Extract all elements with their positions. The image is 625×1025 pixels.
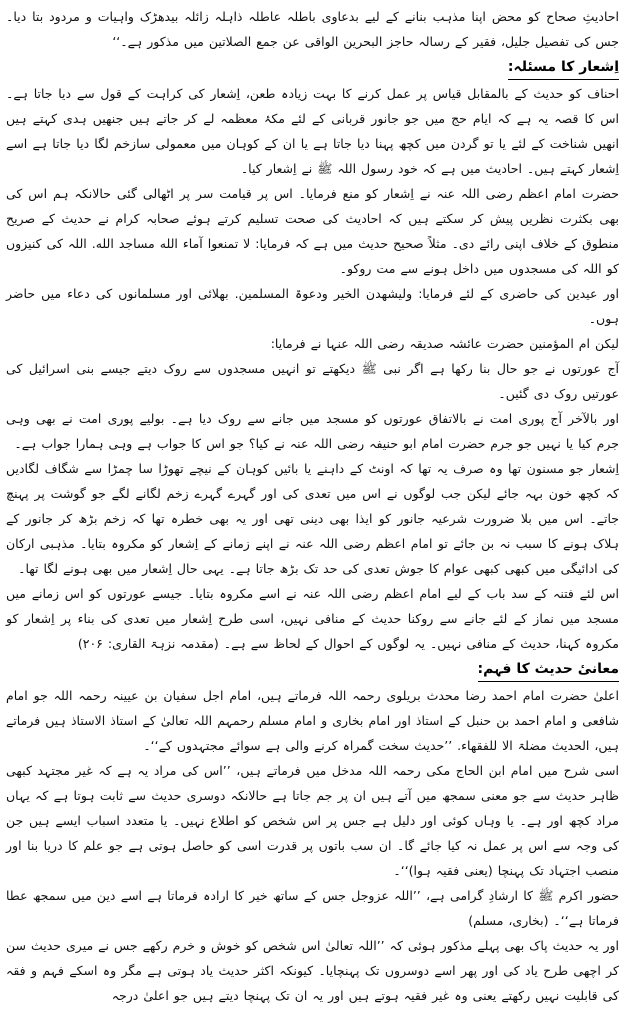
paragraph: اس لئے فتنہ کے سد باب کے لیے امام اعظم رضی اللہ عنہ نے اسے مکروہ بتایا۔ جیسے عورتوں کو اس زمانے میں مسجد میں نماز کے لئے جانے سے روکنا حدیث کے منافی نہیں، اسی طرح اِشعار میں تعدی کی بناء پر اِشعار کو مکروہ کہنا، حدیث کے منافی نہیں۔ یہ لوگوں کے احوال کے لحاظ سے ہے۔ (مقدمہ نزہۃ القاری: ۲۰۶) — [6, 586, 619, 651]
paragraph: احادیثِ صحاح کو محض اپنا مذہب بنانے کے لیے بدعاوی باطلہ عاطلہ ذاہلہ زائلہ بیدھڑک واہیات و مردود بتا دیا۔ جس کی تفصیل جلیل، فقیر کے رسالہ حاجز البحرین الواقی عن جمع الصلاتین میں مذکور ہے۔‘‘ — [6, 9, 619, 49]
paragraph: آج عورتوں نے جو حال بنا رکھا ہے اگر نبی ﷺ دیکھتے تو انہیں مسجدوں سے روک دیتے جیسے بنی اسرائیل کی عورتیں روک دی گئیں۔ — [6, 361, 619, 401]
section-heading-ishaar — [6, 56, 619, 80]
paragraph: احناف کو حدیث کے بالمقابل قیاس پر عمل کرنے کا بہت زیادہ طعن، اِشعار کی کراہت کے قول سے دیا جاتا ہے۔ اس کا قصہ یہ ہے کہ ایام حج میں جو جانور قربانی کے لئے مکۂ معظمہ لے کر جاتے ہیں جنھیں ہدی کہتے ہیں انھیں شناخت کے لئے یا تو گردن میں کچھ پہنا دیا جاتا ہے یا ان کے کوہان میں معمولی سازخم لگا دیا جاتا ہے اسے اِشعار کہتے ہیں۔ احادیث میں ہے کہ خود رسول اللہ ﷺ نے اِشعار کیا۔ — [6, 86, 619, 176]
paragraph: اور یہ حدیث پاک بھی پہلے مذکور ہوئی کہ ’’اللہ تعالیٰ اس شخص کو خوش و خرم رکھے جس نے میری حدیث سن کر اچھی طرح یاد کی اور پھر اسے دوسروں تک پہنچایا۔ کیونکہ اکثر حدیث یاد ہوتی ہے مگر وہ اسکے فہم و فقہ کی قابلیت نہیں رکھتے یعنی وہ غیر فقیہ ہوتے ہیں اور یہ ان تک پہنچا دیتے ہیں جو اعلیٰ درجہ — [6, 938, 619, 1003]
section-hadith-understanding — [6, 683, 619, 1008]
paragraph: حضرت امام اعظم رضی اللہ عنہ نے اِشعار کو منع فرمایا۔ اس پر قیامت سر پر اٹھالی گئی حالانکہ ہم اس کی بھی بکثرت نظریں پیش کر سکتے ہیں کہ احادیث کی صحت تسلیم کرتے ہوئے صحابہ کرام نے حدیث کے صریح منطوق کے خلاف اپنی رائے دی۔ مثلاً صحیح حدیث میں ہے کہ فرمایا: لا تمنعوا آماء الله مساجد الله. اللہ کی کنیزوں کو اللہ کی مسجدوں میں داخل ہونے سے مت روکو۔ — [6, 186, 619, 276]
heading-text: معانیٔ حدیث کا فہم: — [478, 658, 619, 682]
paragraph: اعلیٰ حضرت امام احمد رضا محدث بریلوی رحمہ اللہ فرماتے ہیں، امام اجل سفیان بن عیینہ رحمہ اللہ جو امام شافعی و امام احمد بن حنبل کے استاذ اور امام بخاری و امام مسلم رحمہم اللہ تعالیٰ کے استاذ الاستاذ ہیں فرماتے ہیں، الحدیث مضلۃ الا للفقھاء. ’’حدیث سخت گمراہ کرنے والی ہے سوائے مجتہدوں کے‘‘۔ — [6, 688, 619, 753]
section-heading-hadith-understanding — [6, 658, 619, 682]
heading-text: اِشعار کا مسئلہ: — [508, 56, 619, 80]
paragraph: حضور اکرم ﷺ کا ارشادِ گرامی ہے، ’’اللہ عزوجل جس کے ساتھ خیر کا ارادہ فرماتا ہے اسے دین میں سمجھ عطا فرماتا ہے‘‘۔ (بخاری، مسلم) — [6, 888, 619, 928]
section-ishaar — [6, 81, 619, 656]
paragraph: اور بالآخر آج پوری امت نے بالاتفاق عورتوں کو مسجد میں جانے سے روک دیا ہے۔ بولیے پوری امت نے بھی وہی جرم کیا یا نہیں جو جرم حضرت امام ابو حنیفہ رضی اللہ عنہ نے کیا؟ جو اس کا جواب ہے وہی ہمارا جواب ہے۔ — [6, 411, 619, 451]
paragraph: لیکن ام المؤمنین حضرت عائشہ صدیقہ رضی اللہ عنہا نے فرمایا: — [270, 336, 619, 351]
paragraph: اور عیدین کی حاضری کے لئے فرمایا: ولیشھدن الخیر ودعوۃ المسلمین. بھلائی اور مسلمانوں کی دعاء میں حاضر ہوں۔ — [6, 286, 619, 326]
section-intro — [6, 4, 619, 54]
paragraph: اسی شرح میں امام ابن الحاج مکی رحمہ اللہ مدخل میں فرماتے ہیں، ’’اس کی مراد یہ ہے کہ غیر مجتہد کبھی ظاہر حدیث سے جو معنی سمجھ میں آتے ہیں ان پر جم جاتا ہے حالانکہ دوسری حدیث سے ثابت ہوتا ہے کہ یہاں مراد کچھ اور ہے۔ یا وہاں کوئی اور دلیل ہے جس پر اس شخص کو اطلاع نہیں۔ یا متعدد اسباب ایسے ہیں جن کی وجہ سے اس پر عمل نہ کیا جائے گا۔ ان سب باتوں پر قدرت اسی کو حاصل ہوتی ہے جو علم کا دریا بنا اور منصب اجتہاد تک پہنچا (یعنی فقیہ ہوا)‘‘۔ — [6, 763, 619, 878]
paragraph: اِشعار جو مسنون تھا وہ صرف یہ تھا کہ اونٹ کے داہنے یا بائیں کوہان کے نیچے تھوڑا سا چمڑا سے شگاف لگادیں کہ کچھ خون بہہ جائے لیکن جب لوگوں نے اس میں تعدی کی اور گہرے گہرے زخم لگانے لگے جو گوشت پر پہنچ جاتے۔ اس میں بلا ضرورت شرعیہ جانور کو ایذا بھی دینی تھی اور یہ بھی خطرہ تھا کہ زخم بڑھ کر جانور کے ہلاک ہونے کا سبب نہ بن جائے تو امام اعظم رضی اللہ عنہ نے اپنے زمانے کے اِشعار کو مکروہ بتایا۔ مذہبی ارکان کی ادائیگی میں کبھی کبھی عوام کا جوش تعدی کی حد تک بڑھ جاتا ہے۔ یہی حال اِشعار میں بھی ہونے لگا تھا۔ — [6, 461, 619, 576]
